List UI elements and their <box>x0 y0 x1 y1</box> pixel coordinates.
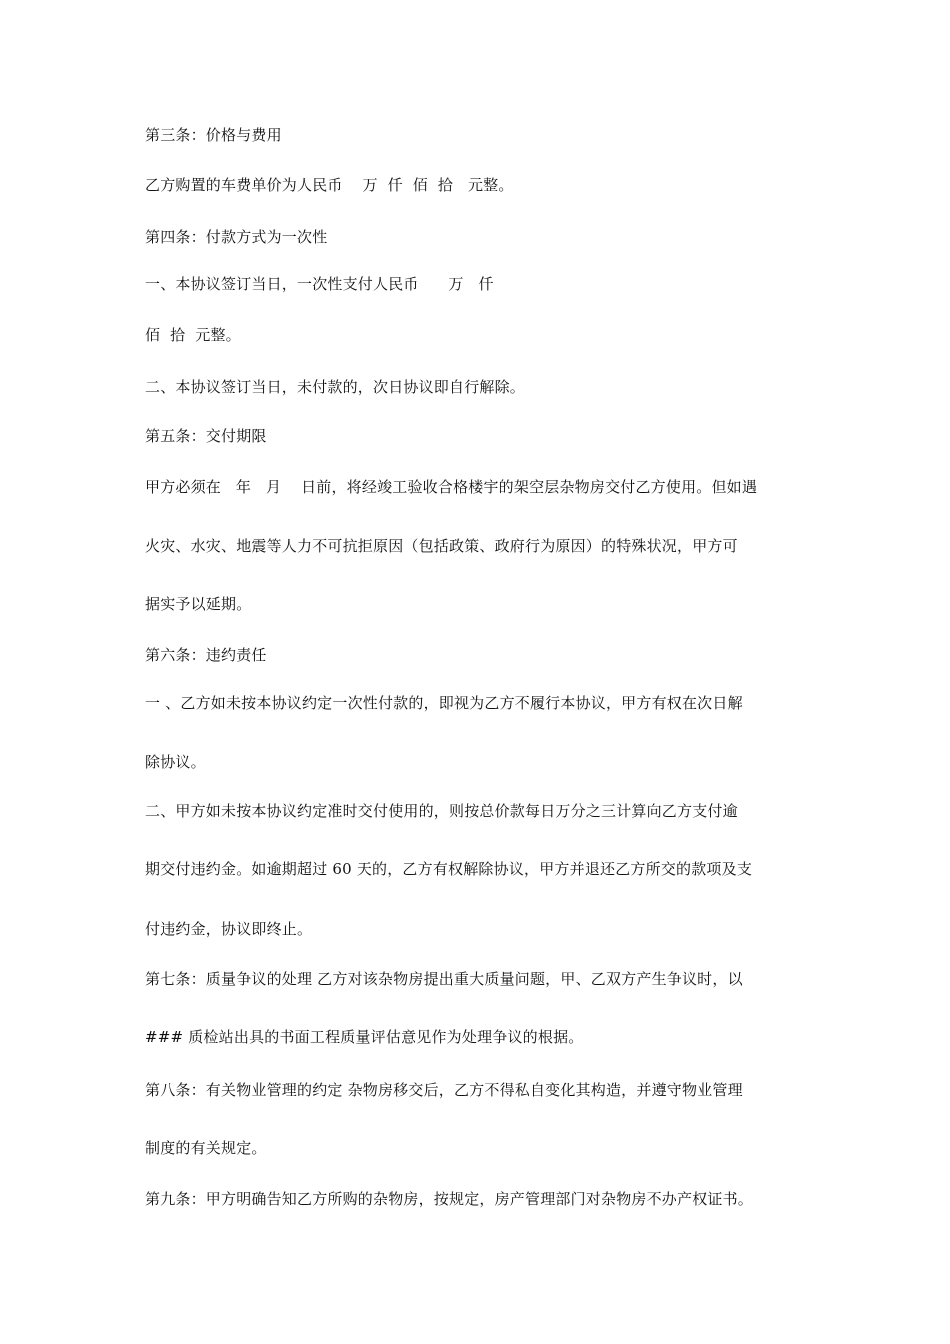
article-7-line-2: ### 质检站出具的书面工程质量评估意见作为处理争议的根据。 <box>145 1028 584 1046</box>
article-4-clause-1-line-1: 一、本协议签订当日，一次性支付人民币 万 仟 <box>145 275 494 293</box>
article-6-clause-2-line-3: 付违约金，协议即终止。 <box>145 920 313 938</box>
article-3-heading: 第三条：价格与费用 <box>145 126 282 144</box>
article-5-line-1: 甲方必须在 年 月 日前，将经竣工验收合格楼宇的架空层杂物房交付乙方使用。但如遇 <box>145 478 758 496</box>
article-5-heading: 第五条：交付期限 <box>145 427 267 445</box>
article-3-price-line: 乙方购置的车费单价为人民币 万 仟 佰 拾 元整。 <box>145 176 514 194</box>
article-4-clause-2: 二、本协议签订当日，未付款的，次日协议即自行解除。 <box>145 378 526 396</box>
article-7-line-1: 第七条：质量争议的处理 乙方对该杂物房提出重大质量问题，甲、乙双方产生争议时，以 <box>145 970 743 988</box>
article-8-line-2: 制度的有关规定。 <box>145 1139 267 1157</box>
article-6-heading: 第六条：违约责任 <box>145 646 267 664</box>
article-4-clause-1-line-2: 佰 拾 元整。 <box>145 326 241 344</box>
article-5-line-3: 据实予以延期。 <box>145 595 252 613</box>
article-9-line-1: 第九条：甲方明确告知乙方所购的杂物房，按规定，房产管理部门对杂物房不办产权证书。 <box>145 1190 754 1208</box>
article-5-line-2: 火灾、水灾、地震等人力不可抗拒原因（包括政策、政府行为原因）的特殊状况，甲方可 <box>145 537 738 555</box>
article-4-heading: 第四条：付款方式为一次性 <box>145 228 328 246</box>
article-6-clause-1-line-1: 一 、乙方如未按本协议约定一次性付款的，即视为乙方不履行本协议，甲方有权在次日解 <box>145 694 743 712</box>
article-6-clause-2-line-2: 期交付违约金。如逾期超过 60 天的，乙方有权解除协议，甲方并退还乙方所交的款项及支 <box>145 860 753 878</box>
article-8-line-1: 第八条：有关物业管理的约定 杂物房移交后，乙方不得私自变化其构造，并遵守物业管理 <box>145 1081 743 1099</box>
article-6-clause-2-line-1: 二、甲方如未按本协议约定准时交付使用的，则按总价款每日万分之三计算向乙方支付逾 <box>145 802 738 820</box>
article-6-clause-1-line-2: 除协议。 <box>145 753 206 771</box>
